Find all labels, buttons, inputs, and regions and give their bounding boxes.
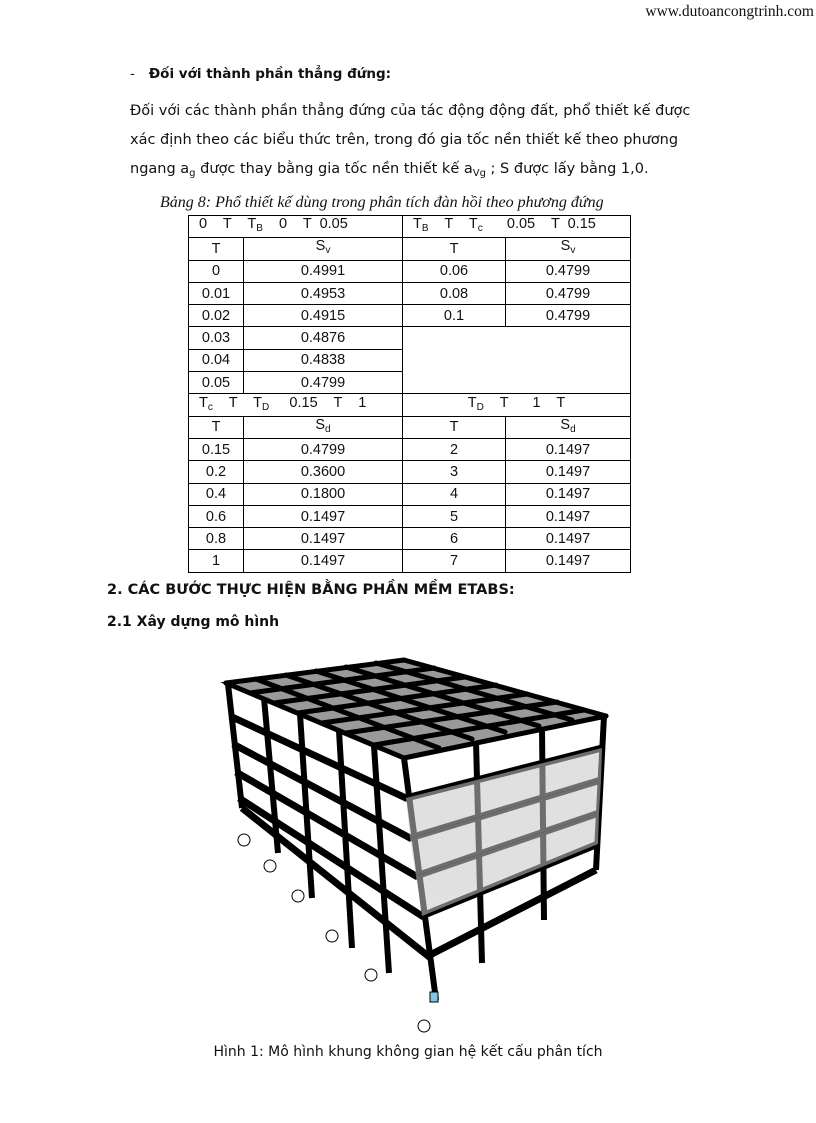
paragraph-line-2: xác định theo các biểu thức trên, trong đó gia tốc nền thiết kế theo phương bbox=[130, 132, 679, 148]
col-header-sd: $S_d$ bbox=[244, 416, 403, 438]
spectrum-table bbox=[188, 215, 631, 573]
figure-caption: Hình 1: Mô hình khung không gian hệ kết cấu phân tích bbox=[213, 1044, 603, 1060]
paragraph-line-3: ngang $a_g$ được thay bằng gia tốc nền thiết kế $a_{Vg}$ ; S được lấy bằng 1,0. bbox=[130, 161, 649, 179]
table-row: 1 0.1497 7 0.1497 bbox=[189, 550, 631, 572]
col-header-t: T bbox=[189, 238, 244, 260]
table-row: 0.04 0.4838 bbox=[189, 349, 631, 371]
table-row-range-header bbox=[189, 394, 631, 416]
section-2-1-heading: 2.1 Xây dựng mô hình bbox=[107, 614, 280, 630]
table-row: 0.6 0.1497 5 0.1497 bbox=[189, 505, 631, 527]
header-url: www.dutoancongtrinh.com bbox=[645, 3, 814, 20]
vertical-heading-text: Đối với thành phần thẳng đứng: bbox=[148, 66, 392, 82]
bullet-dash: - bbox=[130, 66, 135, 82]
range-3: $T_c$ T $T_D$ 0.15 T 1 bbox=[189, 394, 403, 416]
col-header-sv: $S_v$ bbox=[506, 238, 631, 260]
table-caption: Bảng 8: Phổ thiết kế dùng trong phân tích đàn hồi theo phương đứng bbox=[160, 194, 604, 211]
table-row: 0.2 0.3600 3 0.1497 bbox=[189, 461, 631, 483]
range-2: $T_B$ T $T_c$ 0.05 T 0.15 bbox=[403, 216, 631, 238]
table-row: 0.02 0.4915 0.1 0.4799 bbox=[189, 305, 631, 327]
range-4: $T_D$ T 1 T bbox=[403, 394, 631, 416]
table-row: 0.15 0.4799 2 0.1497 bbox=[189, 438, 631, 460]
empty-cell bbox=[403, 327, 631, 394]
table-row: 0.05 0.4799 bbox=[189, 372, 631, 394]
table-row-col-header bbox=[189, 238, 631, 260]
section-2-heading: 2. CÁC BƯỚC THỰC HIỆN BẰNG PHẦN MỀM ETABS: bbox=[107, 582, 515, 598]
table-row-range-header bbox=[189, 216, 631, 238]
table-row: 0.03 0.4876 bbox=[189, 327, 631, 349]
col-header-sd: $S_d$ bbox=[506, 416, 631, 438]
etabs-frame-model-figure bbox=[214, 648, 616, 1040]
table-row: 0.8 0.1497 6 0.1497 bbox=[189, 528, 631, 550]
vertical-heading bbox=[130, 66, 391, 82]
table-row-col-header bbox=[189, 416, 631, 438]
col-header-t: T bbox=[403, 416, 506, 438]
table-row: 0 0.4991 0.06 0.4799 bbox=[189, 260, 631, 282]
range-1: 0 T $T_B$ 0 T 0.05 bbox=[189, 216, 403, 238]
col-header-t: T bbox=[403, 238, 506, 260]
table-row: 0.4 0.1800 4 0.1497 bbox=[189, 483, 631, 505]
paragraph-line-1: Đối với các thành phần thẳng đứng của tác động động đất, phổ thiết kế được bbox=[130, 103, 691, 119]
col-header-t: T bbox=[189, 416, 244, 438]
table-row: 0.01 0.4953 0.08 0.4799 bbox=[189, 282, 631, 304]
col-header-sv: $S_v$ bbox=[244, 238, 403, 260]
